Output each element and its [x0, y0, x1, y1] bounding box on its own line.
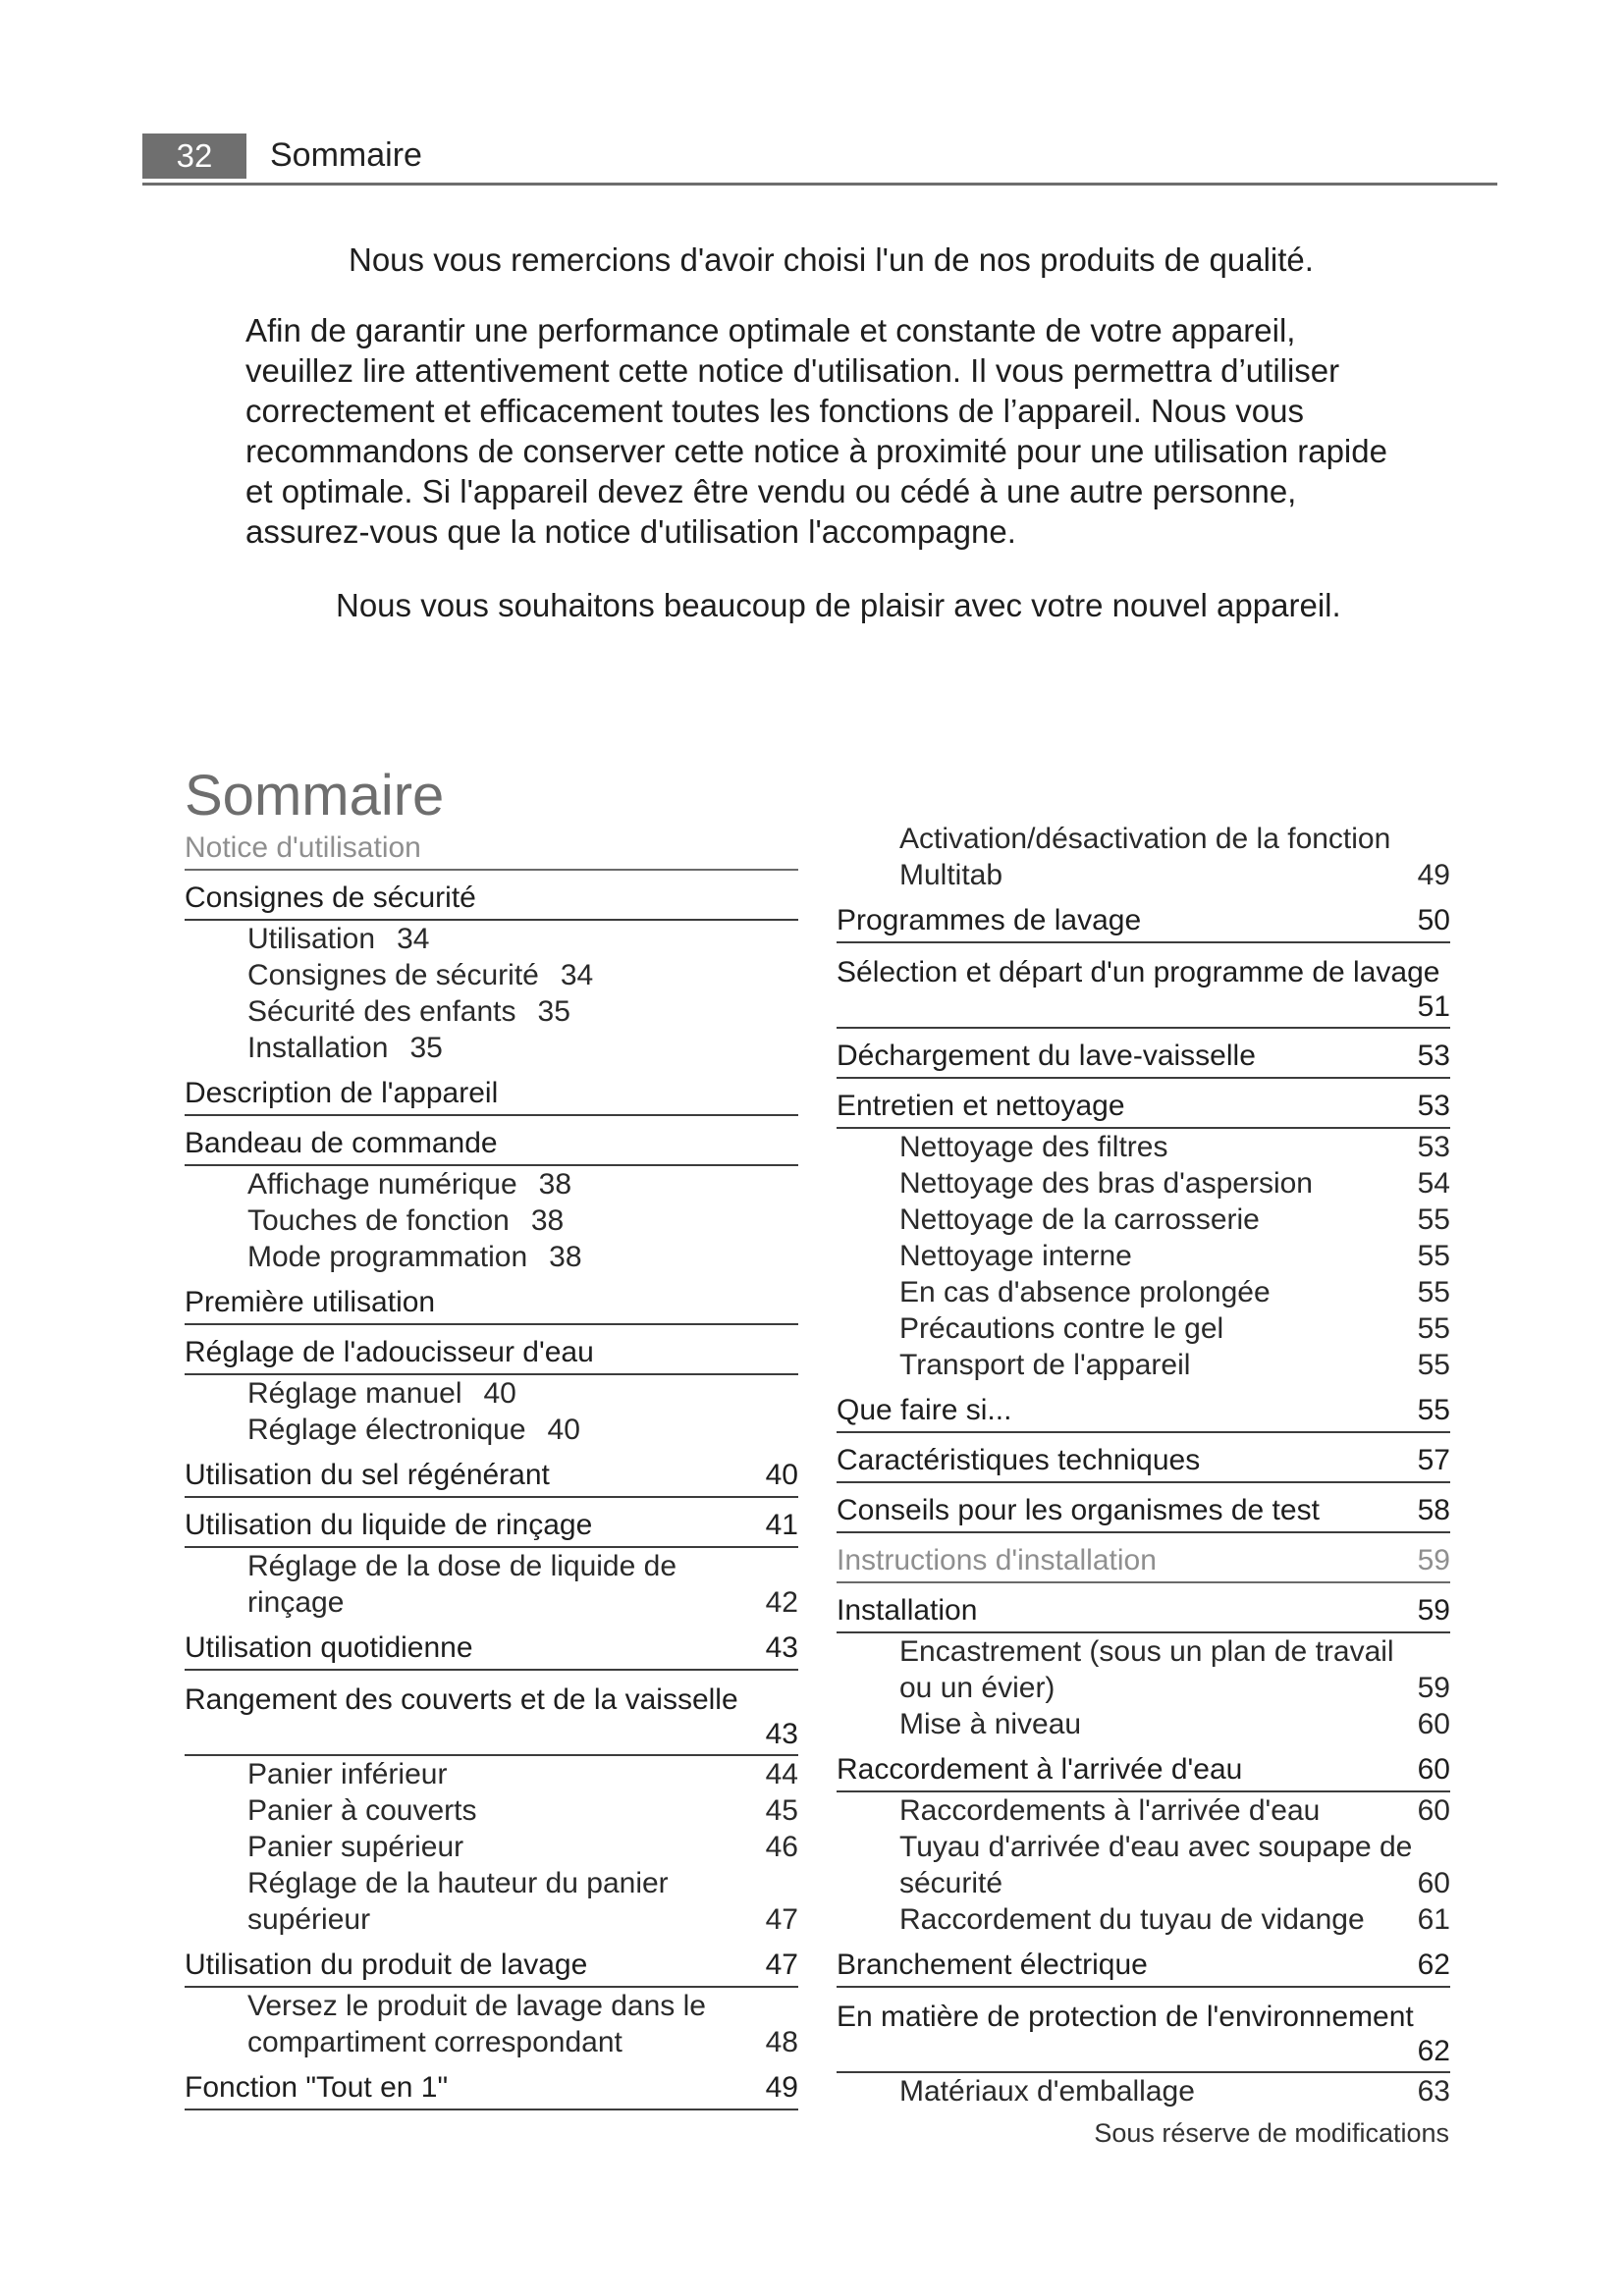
- toc-entry-page: 60: [1417, 1753, 1450, 1786]
- toc-entry: [837, 1488, 1450, 1533]
- toc-entry-title: Utilisation: [247, 923, 376, 955]
- intro-paragraph: Afin de garantir une performance optimale et constante de votre appareil, veuillez lire attentivement cette notice d'utilisation. Il vous permettra d’utiliser correctement et efficacement toutes les fonctions de l’appareil. Nous vous recommandons de conserver cette notice à proximité pour une utilisation rapide et optimale. Si l'appareil devez être vendu ou cédé à une autre personne, assurez-vous que la notice d'utilisation l'accompagne.: [245, 312, 1387, 550]
- toc-entry-title: Panier à couverts: [247, 1794, 477, 1827]
- toc-entry: [185, 1330, 798, 1375]
- toc-entry-title: Nettoyage des bras d'aspersion: [899, 1167, 1313, 1200]
- toc-entry-title: Réglage électronique: [247, 1414, 526, 1446]
- toc-entry-title: En matière de protection de l'environnement: [837, 2001, 1414, 2033]
- toc-entry-title: Réglage de la dose de liquide de rinçage: [247, 1550, 677, 1619]
- toc-entry-title: Description de l'appareil: [185, 1077, 499, 1109]
- toc-entry-title: Entretien et nettoyage: [837, 1090, 1125, 1122]
- toc-entry: [837, 1792, 1450, 1829]
- toc-entry-page: 58: [1417, 1494, 1450, 1526]
- toc-entry-page: 46: [765, 1831, 798, 1863]
- toc-entry-title: Consignes de sécurité: [185, 881, 476, 914]
- toc-entry-title: Première utilisation: [185, 1286, 436, 1318]
- toc-entry: [837, 1747, 1450, 1792]
- toc-entry-title: Nettoyage interne: [899, 1240, 1132, 1272]
- toc-entry-title: Consignes de sécurité: [247, 959, 539, 991]
- toc-entry-title: Précautions contre le gel: [899, 1312, 1224, 1345]
- toc-entry-title: Utilisation du sel régénérant: [185, 1459, 550, 1491]
- toc-entry-title: Raccordement du tuyau de vidange: [899, 1903, 1365, 1936]
- toc-entry: [185, 1412, 798, 1448]
- toc-entry-page: 34: [560, 959, 594, 991]
- toc-entry-title: Rangement des couverts et de la vaisselle: [185, 1683, 738, 1716]
- toc-entry: [837, 1310, 1450, 1347]
- toc-entry: [837, 1538, 1450, 1583]
- toc-entry-page: 55: [1417, 1240, 1450, 1272]
- toc-entry: [185, 1865, 798, 1938]
- toc-entry: [185, 1202, 798, 1239]
- toc-entry-page: 45: [765, 1794, 798, 1827]
- toc-entry: [185, 1548, 798, 1621]
- toc-entry: [185, 1166, 798, 1202]
- toc-entry-page: 40: [547, 1414, 580, 1446]
- toc-entry-title: Instructions d'installation: [837, 1544, 1157, 1576]
- toc-entry-title: Réglage de l'adoucisseur d'eau: [185, 1336, 594, 1368]
- toc-entry-page: 47: [765, 1949, 798, 1981]
- toc-entry: [837, 1706, 1450, 1742]
- toc-entry: [837, 1901, 1450, 1938]
- toc-entry-title: Sélection et départ d'un programme de lavage: [837, 956, 1440, 988]
- toc-entry-page: 62: [1417, 1949, 1450, 1981]
- toc-entry-title: Raccordement à l'arrivée d'eau: [837, 1753, 1243, 1786]
- toc-entry-title: Utilisation du liquide de rinçage: [185, 1509, 593, 1541]
- toc-entry-page: 55: [1417, 1276, 1450, 1308]
- toc-entry-title: Nettoyage de la carrosserie: [899, 1203, 1260, 1236]
- toc-entry: [185, 1503, 798, 1548]
- toc-entry-title: Branchement électrique: [837, 1949, 1148, 1981]
- toc-entry-title: Utilisation quotidienne: [185, 1631, 473, 1664]
- toc-entry: [837, 1633, 1450, 1706]
- toc-entry: [837, 1129, 1450, 1165]
- toc-entry-page: 38: [549, 1241, 582, 1273]
- toc-entry: [837, 1238, 1450, 1274]
- toc-entry-title: Versez le produit de lavage dans le compartiment correspondant: [247, 1990, 706, 2058]
- toc-entry: [185, 1030, 798, 1066]
- toc-entry-page: 53: [1417, 1131, 1450, 1163]
- toc-entry: [837, 1943, 1450, 1988]
- toc-entry: [185, 876, 798, 921]
- toc-entry-page: 55: [1417, 1394, 1450, 1426]
- toc-entry-title: En cas d'absence prolongée: [899, 1276, 1271, 1308]
- toc-entry-page: 63: [1417, 2075, 1450, 2108]
- toc-entry: [185, 1988, 798, 2060]
- toc-entry-page: 40: [765, 1459, 798, 1491]
- toc-entry-page: 60: [1417, 1794, 1450, 1827]
- toc-entry-page: 44: [765, 1758, 798, 1790]
- toc-entry-page: 49: [765, 2071, 798, 2104]
- toc-entry-page: 62: [1417, 2035, 1450, 2067]
- toc-entry: [837, 1274, 1450, 1310]
- toc-entry: [185, 1121, 798, 1166]
- toc-entry: [185, 921, 798, 957]
- toc-title: Sommaire: [185, 763, 445, 828]
- toc-entry-page: 55: [1417, 1203, 1450, 1236]
- toc-entry-page: 59: [1417, 1544, 1450, 1576]
- toc-entry: [837, 821, 1450, 893]
- toc-entry: [837, 1034, 1450, 1079]
- toc-entry: [837, 948, 1450, 1029]
- toc-entry-title: Nettoyage des filtres: [899, 1131, 1168, 1163]
- toc-entry: [837, 2073, 1450, 2109]
- toc-entry-title: Transport de l'appareil: [899, 1349, 1191, 1381]
- toc-entry-title: Déchargement du lave-vaisselle: [837, 1040, 1256, 1072]
- toc-entry-page: 61: [1417, 1903, 1450, 1936]
- toc-entry-page: 47: [765, 1903, 798, 1936]
- toc-entry-title: Caractéristiques techniques: [837, 1444, 1201, 1476]
- toc-entry-title: Que faire si...: [837, 1394, 1012, 1426]
- toc-entry: [837, 1829, 1450, 1901]
- toc-entry: [185, 826, 798, 871]
- toc-entry-page: 55: [1417, 1349, 1450, 1381]
- toc-entry-title: Sécurité des enfants: [247, 995, 516, 1028]
- toc-entry-title: Installation: [247, 1032, 389, 1064]
- toc-entry-page: 34: [397, 923, 430, 955]
- toc-entry: [837, 1084, 1450, 1129]
- toc-entry-title: Panier supérieur: [247, 1831, 464, 1863]
- toc-entry-page: 35: [537, 995, 570, 1028]
- toc-entry-title: Affichage numérique: [247, 1168, 517, 1201]
- toc-entry-page: 49: [1417, 859, 1450, 891]
- toc-entry-page: 55: [1417, 1312, 1450, 1345]
- toc-entry: [837, 1388, 1450, 1433]
- toc-entry: [837, 1993, 1450, 2073]
- toc-entry-title: Notice d'utilisation: [185, 831, 421, 864]
- toc-entry-page: 53: [1417, 1040, 1450, 1072]
- toc-entry: [185, 957, 798, 993]
- intro-thanks: Nous vous remercions d'avoir choisi l'un de nos produits de qualité.: [349, 241, 1314, 278]
- toc-entry: [837, 898, 1450, 943]
- toc-entry-page: 51: [1417, 990, 1450, 1023]
- toc-entry-page: 59: [1417, 1672, 1450, 1704]
- toc-entry-title: Bandeau de commande: [185, 1127, 498, 1159]
- toc-entry: [185, 1239, 798, 1275]
- toc-entry-page: 48: [765, 2026, 798, 2058]
- toc-entry-title: Installation: [837, 1594, 978, 1627]
- toc-entry-page: 57: [1417, 1444, 1450, 1476]
- toc-entry-page: 35: [409, 1032, 443, 1064]
- toc-entry-title: Réglage de la hauteur du panier supérieur: [247, 1867, 669, 1936]
- toc-entry: [185, 1453, 798, 1498]
- toc-entry: [185, 1829, 798, 1865]
- toc-entry-title: Réglage manuel: [247, 1377, 462, 1410]
- toc-entry-page: 38: [530, 1204, 565, 1237]
- toc-right-column: [837, 821, 1450, 2109]
- toc-entry: [185, 1626, 798, 1671]
- toc-entry-title: Fonction "Tout en 1": [185, 2071, 449, 2104]
- toc-entry: [185, 1792, 798, 1829]
- page-header: [142, 133, 1497, 186]
- toc-entry-page: 60: [1417, 1708, 1450, 1740]
- toc-entry-page: 53: [1417, 1090, 1450, 1122]
- toc-entry: [837, 1588, 1450, 1633]
- toc-entry-title: Raccordements à l'arrivée d'eau: [899, 1794, 1321, 1827]
- toc-entry-title: Mode programmation: [247, 1241, 528, 1273]
- intro-wishes: Nous vous souhaitons beaucoup de plaisir avec votre nouvel appareil.: [336, 587, 1341, 623]
- toc-entry-page: 59: [1417, 1594, 1450, 1627]
- toc-entry: [185, 1756, 798, 1792]
- toc-entry-title: Utilisation du produit de lavage: [185, 1949, 588, 1981]
- toc-entry: [185, 1676, 798, 1756]
- toc-entry-page: 43: [765, 1631, 798, 1664]
- toc-entry-page: 50: [1417, 904, 1450, 936]
- toc-entry: [837, 1347, 1450, 1383]
- toc-entry-page: 38: [538, 1168, 572, 1201]
- toc-entry-title: Activation/désactivation de la fonction Multitab: [899, 823, 1391, 891]
- toc-entry: [185, 1943, 798, 1988]
- toc-entry-title: Matériaux d'emballage: [899, 2075, 1195, 2108]
- toc-entry: [837, 1201, 1450, 1238]
- toc-entry: [185, 1071, 798, 1116]
- toc-entry: [185, 1280, 798, 1325]
- toc-entry-page: 60: [1417, 1867, 1450, 1899]
- toc-entry: [185, 1375, 798, 1412]
- header-title: Sommaire: [270, 136, 422, 174]
- toc-entry-title: Encastrement (sous un plan de travail ou un évier): [899, 1635, 1394, 1704]
- toc-entry-page: 54: [1417, 1167, 1450, 1200]
- page-number: 32: [142, 133, 246, 179]
- toc-entry-page: 40: [483, 1377, 516, 1410]
- toc-entry-title: Tuyau d'arrivée d'eau avec soupape de sécurité: [899, 1831, 1413, 1899]
- toc-entry: [185, 993, 798, 1030]
- toc-entry-page: 41: [765, 1509, 798, 1541]
- toc-entry-title: Mise à niveau: [899, 1708, 1082, 1740]
- toc-entry-page: 43: [765, 1718, 798, 1750]
- footer-note: Sous réserve de modifications: [1094, 2118, 1449, 2148]
- toc-entry: [185, 2065, 798, 2110]
- toc-entry-page: 42: [765, 1586, 798, 1619]
- toc-entry: [837, 1165, 1450, 1201]
- toc-entry-title: Panier inférieur: [247, 1758, 448, 1790]
- toc-entry-title: Programmes de lavage: [837, 904, 1142, 936]
- toc-entry: [837, 1438, 1450, 1483]
- toc-entry-title: Conseils pour les organismes de test: [837, 1494, 1320, 1526]
- toc-entry-title: Touches de fonction: [247, 1204, 510, 1237]
- toc-left-column: [185, 821, 798, 2110]
